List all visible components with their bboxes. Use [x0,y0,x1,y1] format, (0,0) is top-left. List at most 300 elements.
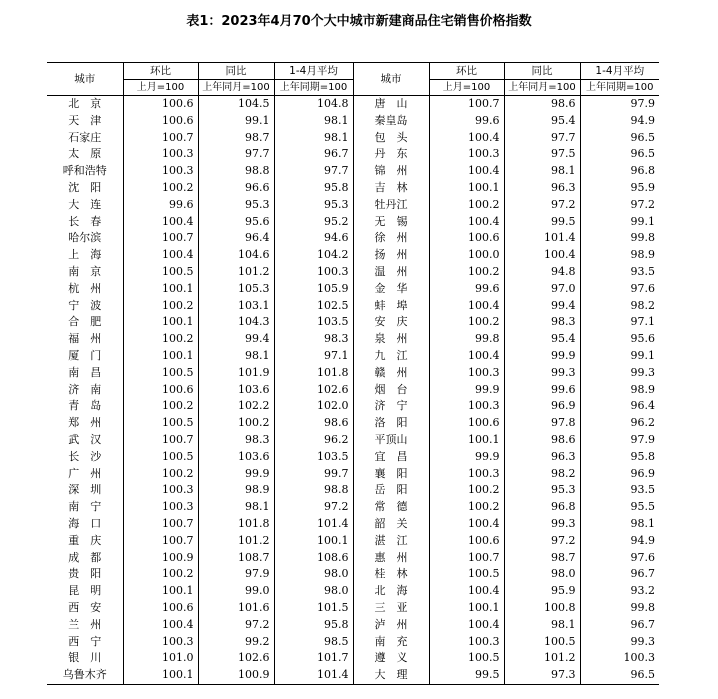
yoy-right-cell: 100.8 [504,600,580,617]
yoy-right-cell: 97.8 [504,415,580,432]
mom-left-cell: 100.2 [123,398,198,415]
mom-left-cell: 100.2 [123,180,198,197]
avg-left-cell: 98.0 [274,583,353,600]
yoy-left-cell: 97.9 [198,566,274,583]
avg-left-cell: 108.6 [274,550,353,567]
mom-right-cell: 100.4 [429,348,504,365]
mom-left-cell: 100.6 [123,96,198,113]
yoy-left-cell: 101.2 [198,264,274,281]
city-left-cell: 郑 州 [68,416,102,430]
table-row [47,314,659,331]
city-left-cell: 昆 明 [68,584,102,598]
yoy-left-cell: 101.8 [198,516,274,533]
mom-right-cell: 100.2 [429,482,504,499]
avg-left-cell: 97.1 [274,348,353,365]
mom-right-cell: 100.3 [429,398,504,415]
avg-left-cell: 101.7 [274,650,353,667]
avg-left-cell: 99.7 [274,466,353,483]
header-city-left: 城市 [47,63,123,96]
city-right-cell: 岳 阳 [353,482,429,499]
city-left-cell: 长 沙 [68,449,102,463]
mom-right-cell: 100.4 [429,130,504,147]
table-row [47,247,659,264]
yoy-right-cell: 99.6 [504,382,580,399]
city-right-cell: 襄 阳 [353,466,429,483]
yoy-right-cell: 96.3 [504,180,580,197]
city-left-cell: 北 京 [68,97,102,110]
yoy-right-cell: 97.0 [504,281,580,298]
yoy-left-cell: 103.1 [198,298,274,315]
mom-left-cell: 100.2 [123,466,198,483]
table-row [47,617,659,634]
yoy-left-cell: 98.9 [198,482,274,499]
table-row [47,634,659,651]
table-row [47,365,659,382]
yoy-left-cell: 104.3 [198,314,274,331]
yoy-left-cell: 98.7 [198,130,274,147]
city-right-cell: 金 华 [353,281,429,298]
avg-left-cell: 101.4 [274,516,353,533]
mom-right-cell: 100.4 [429,298,504,315]
yoy-right-cell: 100.4 [504,247,580,264]
mom-left-cell: 101.0 [123,650,198,667]
avg-left-cell: 94.6 [274,230,353,247]
avg-right-cell: 96.4 [580,398,659,415]
city-left-cell: 杭 州 [68,281,102,295]
city-left-cell: 宁 波 [68,298,102,312]
mom-left-cell: 100.1 [123,348,198,365]
yoy-right-cell: 97.5 [504,146,580,163]
avg-right-cell: 97.6 [580,281,659,298]
yoy-left-cell: 103.6 [198,449,274,466]
avg-left-cell: 101.5 [274,600,353,617]
mom-left-cell: 100.7 [123,230,198,247]
avg-left-cell: 101.4 [274,667,353,684]
yoy-right-cell: 95.4 [504,331,580,348]
avg-left-cell: 96.2 [274,432,353,449]
mom-right-cell: 99.6 [429,113,504,130]
yoy-left-cell: 95.3 [198,197,274,214]
mom-right-cell: 100.3 [429,634,504,651]
yoy-right-cell: 99.4 [504,298,580,315]
mom-left-cell: 100.3 [123,634,198,651]
table-row [47,348,659,365]
mom-right-cell: 100.2 [429,264,504,281]
yoy-right-cell: 97.2 [504,197,580,214]
yoy-right-cell: 98.6 [504,432,580,449]
avg-left-cell: 103.5 [274,314,353,331]
avg-right-cell: 99.1 [580,214,659,231]
city-right-cell: 泸 州 [353,617,429,634]
avg-left-cell: 97.7 [274,163,353,180]
city-left-cell: 重 庆 [68,533,102,547]
yoy-right-cell: 99.3 [504,516,580,533]
yoy-left-cell: 99.2 [198,634,274,651]
yoy-left-cell: 100.2 [198,415,274,432]
avg-left-cell: 100.3 [274,264,353,281]
header-city-right: 城市 [353,63,429,96]
avg-left-cell: 103.5 [274,449,353,466]
table-row [47,482,659,499]
yoy-left-cell: 98.1 [198,499,274,516]
yoy-right-cell: 99.5 [504,214,580,231]
mom-right-cell: 100.7 [429,96,504,113]
city-left-cell: 海 口 [68,516,102,530]
avg-right-cell: 97.9 [580,432,659,449]
avg-left-cell: 102.5 [274,298,353,315]
table-row [47,516,659,533]
city-left-cell: 成 都 [68,550,102,564]
avg-right-cell: 96.9 [580,466,659,483]
avg-right-cell: 98.9 [580,247,659,264]
table-row [47,667,659,684]
city-left-cell: 乌鲁木齐 [47,667,123,684]
table-row [47,650,659,667]
yoy-left-cell: 101.2 [198,533,274,550]
city-left-cell: 济 南 [68,382,102,396]
yoy-right-cell: 96.9 [504,398,580,415]
avg-left-cell: 98.0 [274,566,353,583]
mom-left-cell: 100.3 [123,163,198,180]
avg-left-cell: 104.2 [274,247,353,264]
city-right-cell: 唐 山 [353,96,429,113]
city-left-cell: 天 津 [68,113,102,127]
header-yoy-base-right: 上年同月=100 [504,80,580,96]
table-row [47,281,659,298]
city-left-cell: 上 海 [68,248,102,262]
avg-right-cell: 96.8 [580,163,659,180]
yoy-right-cell: 95.4 [504,113,580,130]
mom-left-cell: 100.3 [123,146,198,163]
table-row [47,550,659,567]
table-row [47,331,659,348]
yoy-left-cell: 105.3 [198,281,274,298]
mom-right-cell: 100.6 [429,415,504,432]
city-right-cell: 惠 州 [353,550,429,567]
mom-right-cell: 100.4 [429,583,504,600]
mom-left-cell: 100.7 [123,130,198,147]
yoy-right-cell: 98.6 [504,96,580,113]
city-left-cell: 青 岛 [68,399,102,413]
mom-left-cell: 100.1 [123,281,198,298]
yoy-left-cell: 98.8 [198,163,274,180]
yoy-right-cell: 94.8 [504,264,580,281]
avg-right-cell: 99.1 [580,348,659,365]
table-row [47,163,659,180]
header-yoy-base-left: 上年同月=100 [198,80,274,96]
mom-right-cell: 99.6 [429,281,504,298]
mom-left-cell: 100.5 [123,415,198,432]
avg-left-cell: 98.1 [274,130,353,147]
mom-right-cell: 100.6 [429,230,504,247]
mom-left-cell: 100.5 [123,365,198,382]
yoy-left-cell: 98.1 [198,348,274,365]
avg-left-cell: 98.1 [274,113,353,130]
city-left-cell: 银 川 [68,651,102,665]
yoy-left-cell: 99.9 [198,466,274,483]
mom-right-cell: 100.1 [429,432,504,449]
yoy-right-cell: 98.1 [504,617,580,634]
yoy-left-cell: 97.2 [198,617,274,634]
mom-left-cell: 100.2 [123,331,198,348]
table-row [47,146,659,163]
avg-left-cell: 100.1 [274,533,353,550]
avg-right-cell: 99.3 [580,634,659,651]
header-mom-base-left: 上月=100 [123,80,198,96]
avg-right-cell: 93.2 [580,583,659,600]
avg-right-cell: 98.9 [580,382,659,399]
avg-right-cell: 96.5 [580,146,659,163]
city-right-cell: 锦 州 [353,163,429,180]
mom-right-cell: 100.3 [429,365,504,382]
mom-right-cell: 100.0 [429,247,504,264]
city-left-cell: 西 安 [68,600,102,614]
table-row [47,197,659,214]
avg-left-cell: 98.6 [274,415,353,432]
table-row [47,130,659,147]
city-left-cell: 太 原 [68,147,102,161]
mom-left-cell: 100.5 [123,449,198,466]
city-left-cell: 南 昌 [68,365,102,379]
city-left-cell: 哈尔滨 [68,231,102,245]
avg-right-cell: 93.5 [580,482,659,499]
table-row [47,96,659,113]
city-right-cell: 牡丹江 [353,197,429,214]
table-row [47,566,659,583]
city-left-cell: 贵 阳 [68,567,102,581]
mom-left-cell: 100.3 [123,482,198,499]
mom-right-cell: 99.9 [429,449,504,466]
header-mom-left: 环比 [123,63,198,80]
table-row [47,214,659,231]
mom-left-cell: 100.6 [123,113,198,130]
city-left-cell: 福 州 [68,332,102,346]
yoy-right-cell: 100.5 [504,634,580,651]
mom-right-cell: 100.1 [429,600,504,617]
yoy-left-cell: 96.4 [198,230,274,247]
mom-right-cell: 100.6 [429,533,504,550]
yoy-left-cell: 108.7 [198,550,274,567]
table-row [47,533,659,550]
city-right-cell: 包 头 [353,130,429,147]
mom-left-cell: 100.2 [123,566,198,583]
mom-left-cell: 100.2 [123,298,198,315]
avg-left-cell: 96.7 [274,146,353,163]
table-row [47,180,659,197]
yoy-right-cell: 99.3 [504,365,580,382]
yoy-left-cell: 100.9 [198,667,274,684]
yoy-left-cell: 97.7 [198,146,274,163]
city-right-cell: 蚌 埠 [353,298,429,315]
avg-right-cell: 97.1 [580,314,659,331]
mom-left-cell: 100.5 [123,264,198,281]
city-right-cell: 泉 州 [353,331,429,348]
city-left-cell: 合 肥 [68,315,102,329]
table-row [47,415,659,432]
avg-left-cell: 105.9 [274,281,353,298]
mom-left-cell: 100.6 [123,600,198,617]
city-right-cell: 安 庆 [353,314,429,331]
avg-right-cell: 100.3 [580,650,659,667]
city-left-cell: 大 连 [68,197,102,211]
yoy-right-cell: 98.2 [504,466,580,483]
avg-left-cell: 101.8 [274,365,353,382]
yoy-left-cell: 96.6 [198,180,274,197]
yoy-right-cell: 98.1 [504,163,580,180]
table-row [47,398,659,415]
city-left-cell: 南 宁 [68,500,102,514]
mom-left-cell: 100.4 [123,617,198,634]
yoy-right-cell: 95.9 [504,583,580,600]
table-title: 表1：2023年4月70个大中城市新建商品住宅销售价格指数 [186,14,532,29]
avg-right-cell: 97.2 [580,197,659,214]
city-right-cell: 三 亚 [353,600,429,617]
avg-right-cell: 98.2 [580,298,659,315]
mom-right-cell: 100.3 [429,146,504,163]
avg-right-cell: 96.2 [580,415,659,432]
city-right-cell: 徐 州 [353,230,429,247]
city-right-cell: 丹 东 [353,146,429,163]
mom-left-cell: 100.1 [123,583,198,600]
avg-left-cell: 104.8 [274,96,353,113]
yoy-right-cell: 96.3 [504,449,580,466]
avg-right-cell: 99.3 [580,365,659,382]
yoy-left-cell: 101.6 [198,600,274,617]
city-right-cell: 无 锡 [353,214,429,231]
city-right-cell: 平顶山 [353,432,429,449]
mom-left-cell: 100.4 [123,214,198,231]
yoy-right-cell: 101.2 [504,650,580,667]
city-left-cell: 南 京 [68,264,102,278]
table-row [47,466,659,483]
mom-right-cell: 99.9 [429,382,504,399]
yoy-right-cell: 95.3 [504,482,580,499]
mom-right-cell: 100.4 [429,617,504,634]
yoy-right-cell: 98.7 [504,550,580,567]
city-left-cell: 呼和浩特 [62,164,107,178]
avg-left-cell: 95.3 [274,197,353,214]
mom-left-cell: 99.6 [123,197,198,214]
city-left-cell: 沈 阳 [68,180,102,194]
avg-right-cell: 96.5 [580,667,659,684]
city-right-cell: 九 江 [353,348,429,365]
table-row [47,499,659,516]
city-right-cell: 宜 昌 [353,449,429,466]
mom-right-cell: 100.2 [429,499,504,516]
header-avg-base-left: 上年同期=100 [274,80,353,96]
avg-right-cell: 95.6 [580,331,659,348]
avg-left-cell: 95.8 [274,180,353,197]
city-right-cell: 秦皇岛 [353,113,429,130]
avg-right-cell: 94.9 [580,113,659,130]
mom-left-cell: 100.7 [123,432,198,449]
mom-right-cell: 100.2 [429,314,504,331]
city-right-cell: 遵 义 [353,650,429,667]
yoy-right-cell: 98.3 [504,314,580,331]
yoy-left-cell: 99.0 [198,583,274,600]
city-left-cell: 武 汉 [68,432,102,446]
city-right-cell: 吉 林 [353,180,429,197]
table-row [47,382,659,399]
avg-right-cell: 96.7 [580,617,659,634]
city-right-cell: 大 理 [353,667,429,684]
yoy-right-cell: 98.0 [504,566,580,583]
city-right-cell: 赣 州 [353,365,429,382]
header-avg-right: 1-4月平均 [580,63,659,80]
price-index-table [47,62,659,685]
header-yoy-right: 同比 [504,63,580,80]
mom-right-cell: 99.8 [429,331,504,348]
avg-left-cell: 98.3 [274,331,353,348]
table-row [47,600,659,617]
yoy-left-cell: 101.9 [198,365,274,382]
mom-left-cell: 100.1 [123,314,198,331]
avg-right-cell: 93.5 [580,264,659,281]
city-left-cell: 广 州 [68,466,102,480]
avg-left-cell: 97.2 [274,499,353,516]
header-avg-base-right: 上年同期=100 [580,80,659,96]
table-row [47,449,659,466]
avg-right-cell: 95.5 [580,499,659,516]
mom-left-cell: 100.4 [123,247,198,264]
avg-left-cell: 102.0 [274,398,353,415]
city-left-cell: 厦 门 [68,348,102,362]
mom-right-cell: 100.5 [429,566,504,583]
avg-right-cell: 98.1 [580,516,659,533]
avg-right-cell: 96.5 [580,130,659,147]
table-body [47,96,659,685]
yoy-right-cell: 99.9 [504,348,580,365]
city-right-cell: 烟 台 [353,382,429,399]
mom-left-cell: 100.6 [123,382,198,399]
city-right-cell: 韶 关 [353,516,429,533]
table-row [47,583,659,600]
mom-right-cell: 100.4 [429,163,504,180]
city-right-cell: 济 宁 [353,398,429,415]
avg-right-cell: 94.9 [580,533,659,550]
mom-left-cell: 100.7 [123,533,198,550]
mom-left-cell: 100.1 [123,667,198,684]
avg-right-cell: 99.8 [580,600,659,617]
yoy-right-cell: 96.8 [504,499,580,516]
yoy-left-cell: 99.1 [198,113,274,130]
city-right-cell: 扬 州 [353,247,429,264]
avg-right-cell: 96.7 [580,566,659,583]
table-row [47,432,659,449]
yoy-left-cell: 98.3 [198,432,274,449]
city-right-cell: 桂 林 [353,566,429,583]
avg-left-cell: 98.8 [274,482,353,499]
header-avg-left: 1-4月平均 [274,63,353,80]
city-left-cell: 深 圳 [68,483,102,497]
yoy-left-cell: 99.4 [198,331,274,348]
avg-left-cell: 95.2 [274,214,353,231]
yoy-left-cell: 102.2 [198,398,274,415]
yoy-right-cell: 97.2 [504,533,580,550]
mom-right-cell: 99.5 [429,667,504,684]
mom-right-cell: 100.4 [429,214,504,231]
mom-right-cell: 100.3 [429,466,504,483]
yoy-right-cell: 97.3 [504,667,580,684]
city-right-cell: 温 州 [353,264,429,281]
avg-right-cell: 99.8 [580,230,659,247]
city-right-cell: 南 充 [353,634,429,651]
city-left-cell: 西 宁 [68,634,102,648]
mom-left-cell: 100.7 [123,516,198,533]
yoy-left-cell: 103.6 [198,382,274,399]
yoy-right-cell: 101.4 [504,230,580,247]
avg-left-cell: 95.8 [274,617,353,634]
